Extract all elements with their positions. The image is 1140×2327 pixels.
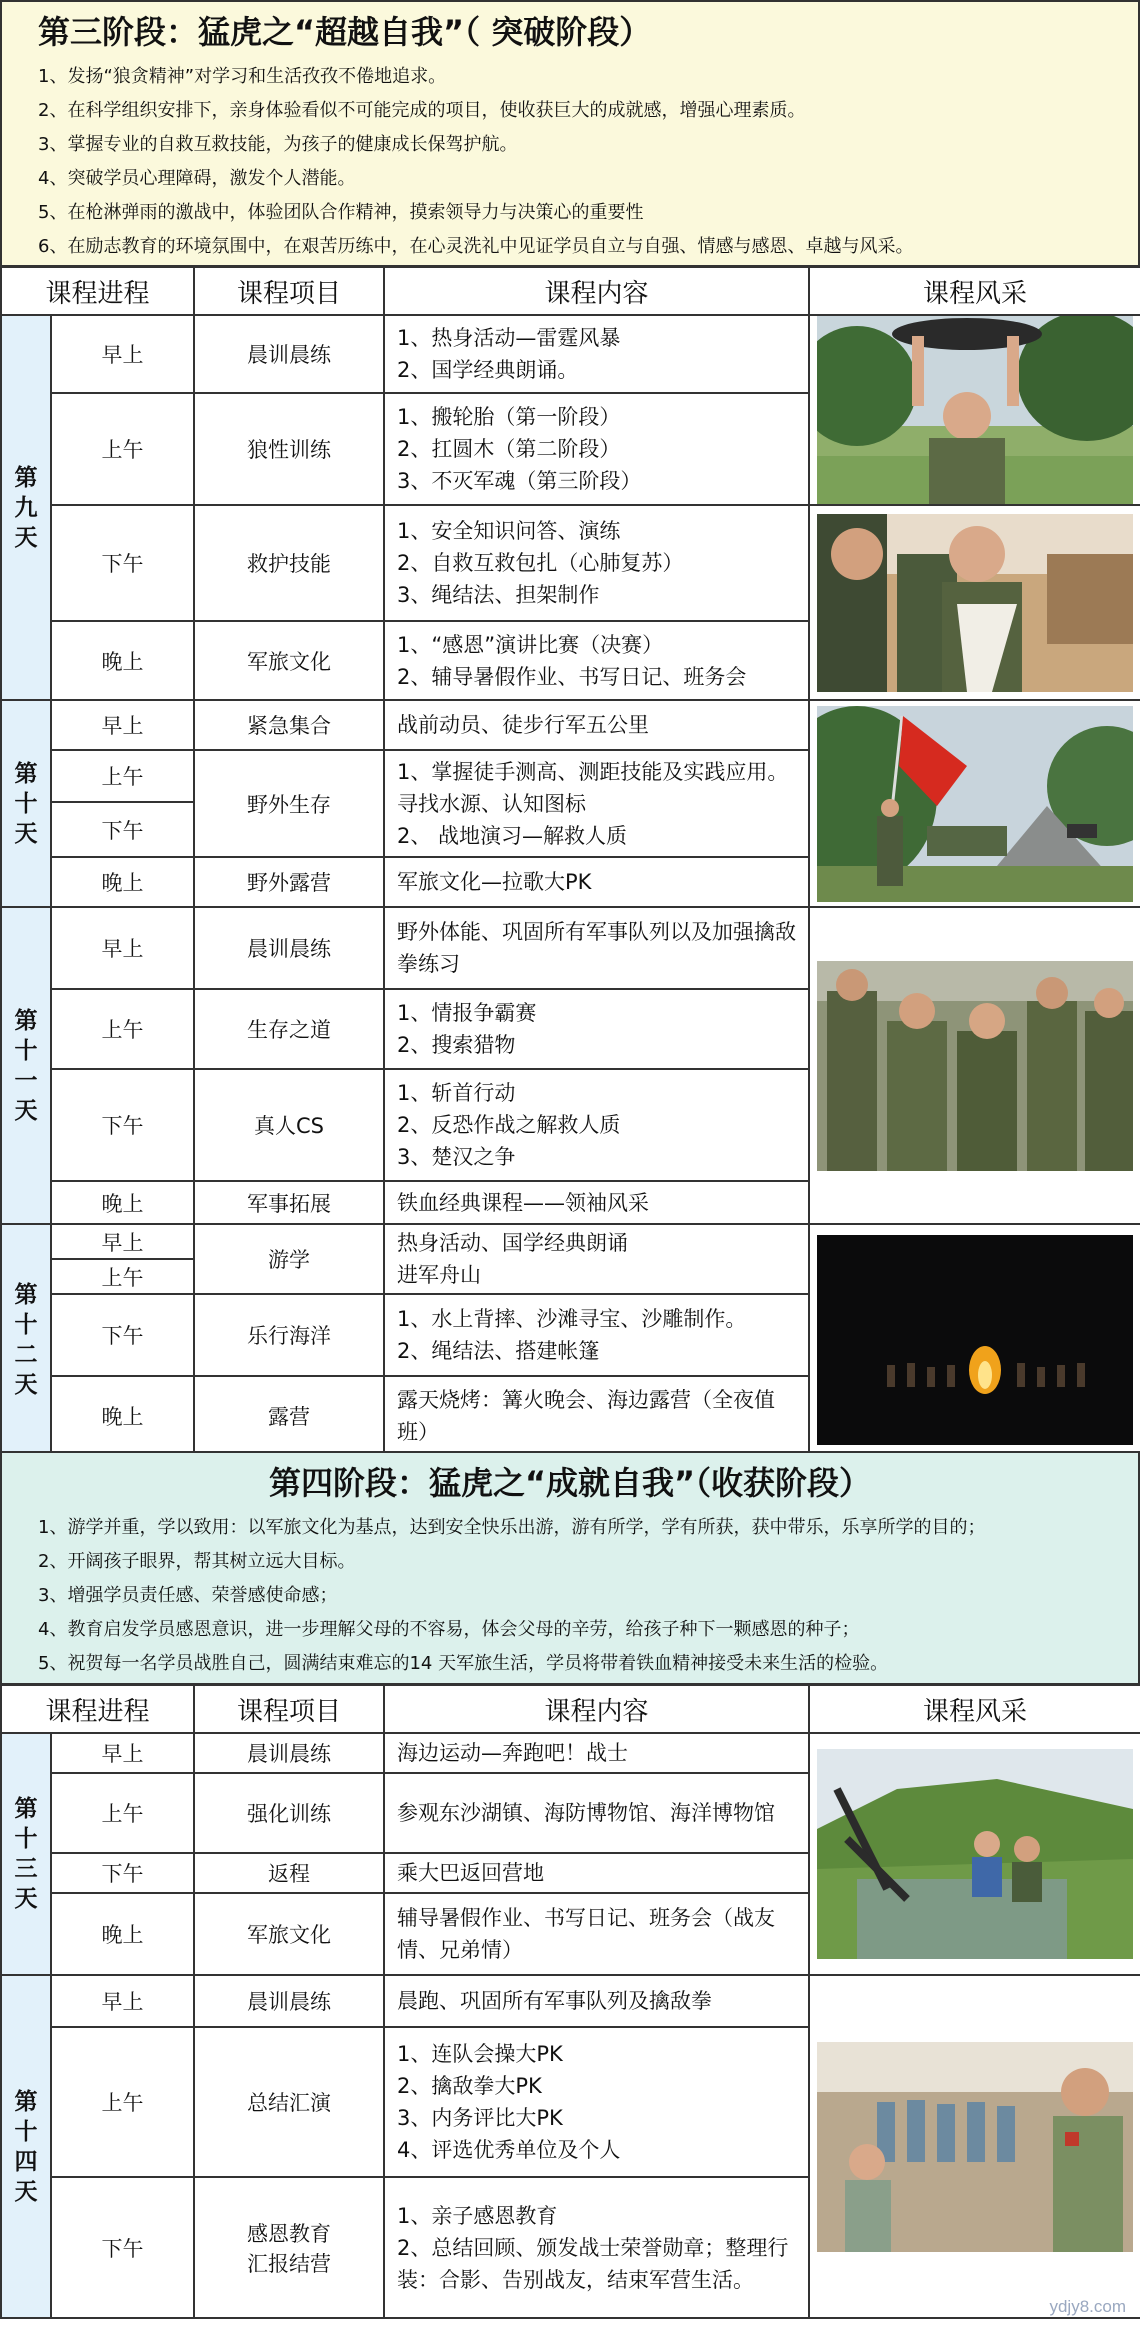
photo-cadets-formation (817, 961, 1133, 1171)
goal-item: 5、在枪淋弹雨的激战中，体验团队合作精神，摸索领导力与决策心的重要性 (38, 202, 644, 223)
period-cell: 早上 (51, 1224, 194, 1259)
item-cell: 生存之道 (194, 989, 384, 1069)
header-photos: 课程风采 (809, 1685, 1140, 1733)
item-cell: 紧急集合 (194, 700, 384, 750)
content-cell: 1、掌握徒手测高、测距技能及实践应用。寻找水源、认知图标 2、 战地演习—解救人质 (384, 750, 809, 857)
item-cell: 总结汇演 (194, 2027, 384, 2177)
photo-tire-lifting (817, 316, 1133, 504)
item-cell: 感恩教育 汇报结营 (194, 2177, 384, 2318)
header-item: 课程项目 (194, 1685, 384, 1733)
schedule-table-stage3 (0, 266, 1140, 1457)
item-cell: 野外露营 (194, 857, 384, 907)
item-cell: 晨训晨练 (194, 1975, 384, 2027)
photo-cell (809, 315, 1140, 505)
item-cell: 强化训练 (194, 1773, 384, 1853)
period-cell: 上午 (51, 1773, 194, 1853)
period-cell: 上午 (51, 1259, 194, 1294)
period-cell: 晚上 (51, 1376, 194, 1456)
header-progress: 课程进程 (1, 1685, 194, 1733)
day-label-14: 第十四天 (1, 1975, 51, 2318)
content-cell: 1、情报争霸赛 2、搜索猎物 (384, 989, 809, 1069)
content-cell: 1、安全知识问答、演练 2、自救互救包扎（心肺复苏） 3、绳结法、担架制作 (384, 505, 809, 621)
goal-item: 5、祝贺每一名学员战胜自己，圆满结束难忘的14 天军旅生活，学员将带着铁血精神接受未来生活的检验。 (38, 1653, 889, 1674)
content-cell: 乘大巴返回营地 (384, 1853, 809, 1893)
period-cell: 下午 (51, 505, 194, 621)
content-cell: 露天烧烤：篝火晚会、海边露营（全夜值班） (384, 1376, 809, 1456)
item-cell: 救护技能 (194, 505, 384, 621)
stage4-goals (38, 1511, 985, 1681)
period-cell: 早上 (51, 315, 194, 393)
stage4-header (0, 1451, 1140, 1685)
period-cell: 上午 (51, 989, 194, 1069)
period-cell: 上午 (51, 393, 194, 505)
day-label-13: 第十三天 (1, 1733, 51, 1975)
header-item: 课程项目 (194, 267, 384, 315)
goal-item: 2、开阔孩子眼界，帮其树立远大目标。 (38, 1551, 356, 1572)
item-cell: 军旅文化 (194, 1893, 384, 1975)
period-cell: 下午 (51, 2177, 194, 2318)
period-cell: 晚上 (51, 1893, 194, 1975)
content-cell: 1、亲子感恩教育 2、总结回顾、颁发战士荣誉勋章；整理行装：合影、告别战友，结束军营生活。 (384, 2177, 809, 2318)
item-cell: 晨训晨练 (194, 907, 384, 989)
item-cell: 真人CS (194, 1069, 384, 1181)
item-cell: 狼性训练 (194, 393, 384, 505)
header-photos: 课程风采 (809, 267, 1140, 315)
photo-anti-aircraft-gun (817, 1749, 1133, 1959)
item-cell: 游学 (194, 1224, 384, 1294)
period-cell: 早上 (51, 907, 194, 989)
item-cell: 返程 (194, 1853, 384, 1893)
photo-salute-ceremony (817, 2042, 1133, 2252)
period-cell: 晚上 (51, 857, 194, 907)
goal-item: 2、在科学组织安排下，亲身体验看似不可能完成的项目，使收获巨大的成就感，增强心理素质。 (38, 100, 806, 121)
content-cell: 1、连队会操大PK 2、擒敌拳大PK 3、内务评比大PK 4、评选优秀单位及个人 (384, 2027, 809, 2177)
stage3-title: 第三阶段：猛虎之“超越自我”（ 突破阶段） (38, 13, 652, 51)
goal-item: 3、增强学员责任感、荣誉感使命感； (38, 1585, 338, 1606)
period-cell: 晚上 (51, 1181, 194, 1224)
photo-cell (809, 700, 1140, 907)
goal-item: 6、在励志教育的环境氛围中，在艰苦历练中，在心灵洗礼中见证学员自立与自强、情感与感恩、卓越与风采。 (38, 236, 914, 257)
period-cell: 下午 (51, 1853, 194, 1893)
content-cell: 参观东沙湖镇、海防博物馆、海洋博物馆 (384, 1773, 809, 1853)
period-cell: 上午 (51, 750, 194, 802)
content-cell: 战前动员、徒步行军五公里 (384, 700, 809, 750)
content-cell: 1、斩首行动 2、反恐作战之解救人质 3、楚汉之争 (384, 1069, 809, 1181)
schedule-table-stage4 (0, 1684, 1140, 2319)
content-cell: 铁血经典课程——领袖风采 (384, 1181, 809, 1224)
content-cell: 军旅文化—拉歌大PK (384, 857, 809, 907)
content-cell: 晨跑、巩固所有军事队列及擒敌拳 (384, 1975, 809, 2027)
photo-campfire (817, 1235, 1133, 1445)
header-content: 课程内容 (384, 1685, 809, 1733)
goal-item: 4、教育启发学员感恩意识，进一步理解父母的不容易，体会父母的辛劳，给孩子种下一颗感恩的种子； (38, 1619, 860, 1640)
period-cell: 早上 (51, 1733, 194, 1773)
item-cell: 晨训晨练 (194, 315, 384, 393)
stage3-goals (38, 60, 913, 264)
photo-cell (809, 1224, 1140, 1456)
watermark: ydjy8.com (1049, 2297, 1126, 2316)
content-cell: 1、水上背摔、沙滩寻宝、沙雕制作。 2、绳结法、搭建帐篷 (384, 1294, 809, 1376)
period-cell: 早上 (51, 700, 194, 750)
item-cell: 晨训晨练 (194, 1733, 384, 1773)
content-cell: 野外体能、巩固所有军事队列以及加强擒敌拳练习 (384, 907, 809, 989)
stage4-title: 第四阶段：猛虎之“成就自我”（收获阶段） (268, 1464, 872, 1502)
content-cell: 1、“感恩”演讲比赛（决赛） 2、辅导暑假作业、书写日记、班务会 (384, 621, 809, 700)
photo-cell (809, 1975, 1140, 2318)
stage3-header (0, 0, 1140, 267)
item-cell: 军事拓展 (194, 1181, 384, 1224)
goal-item: 4、突破学员心理障碍，激发个人潜能。 (38, 168, 356, 189)
item-cell: 野外生存 (194, 750, 384, 857)
photo-cell (809, 1733, 1140, 1975)
period-cell: 下午 (51, 802, 194, 857)
day-label-10: 第十天 (1, 700, 51, 907)
period-cell: 上午 (51, 2027, 194, 2177)
content-cell: 1、热身活动—雷霆风暴 2、国学经典朗诵。 (384, 315, 809, 393)
goal-item: 1、发扬“狼贪精神”对学习和生活孜孜不倦地追求。 (38, 66, 447, 87)
period-cell: 早上 (51, 1975, 194, 2027)
day-label-9: 第九天 (1, 315, 51, 700)
item-cell: 军旅文化 (194, 621, 384, 700)
day-label-11: 第十一天 (1, 907, 51, 1224)
photo-march-flag (817, 706, 1133, 902)
content-cell: 海边运动—奔跑吧！战士 (384, 1733, 809, 1773)
period-cell: 下午 (51, 1294, 194, 1376)
period-cell: 下午 (51, 1069, 194, 1181)
content-cell: 1、搬轮胎（第一阶段） 2、扛圆木（第二阶段） 3、不灭军魂（第三阶段） (384, 393, 809, 505)
goal-item: 1、游学并重，学以致用：以军旅文化为基点，达到安全快乐出游，游有所学，学有所获，获中带乐，乐享所学的目的； (38, 1517, 986, 1538)
content-cell: 辅导暑假作业、书写日记、班务会（战友情、兄弟情） (384, 1893, 809, 1975)
day-label-12: 第十二天 (1, 1224, 51, 1456)
content-cell: 热身活动、国学经典朗诵 进军舟山 (384, 1224, 809, 1294)
photo-cell (809, 505, 1140, 700)
photo-cell (809, 907, 1140, 1224)
item-cell: 乐行海洋 (194, 1294, 384, 1376)
photo-first-aid (817, 514, 1133, 692)
item-cell: 露营 (194, 1376, 384, 1456)
header-content: 课程内容 (384, 267, 809, 315)
header-progress: 课程进程 (1, 267, 194, 315)
period-cell: 晚上 (51, 621, 194, 700)
goal-item: 3、掌握专业的自救互救技能，为孩子的健康成长保驾护航。 (38, 134, 518, 155)
